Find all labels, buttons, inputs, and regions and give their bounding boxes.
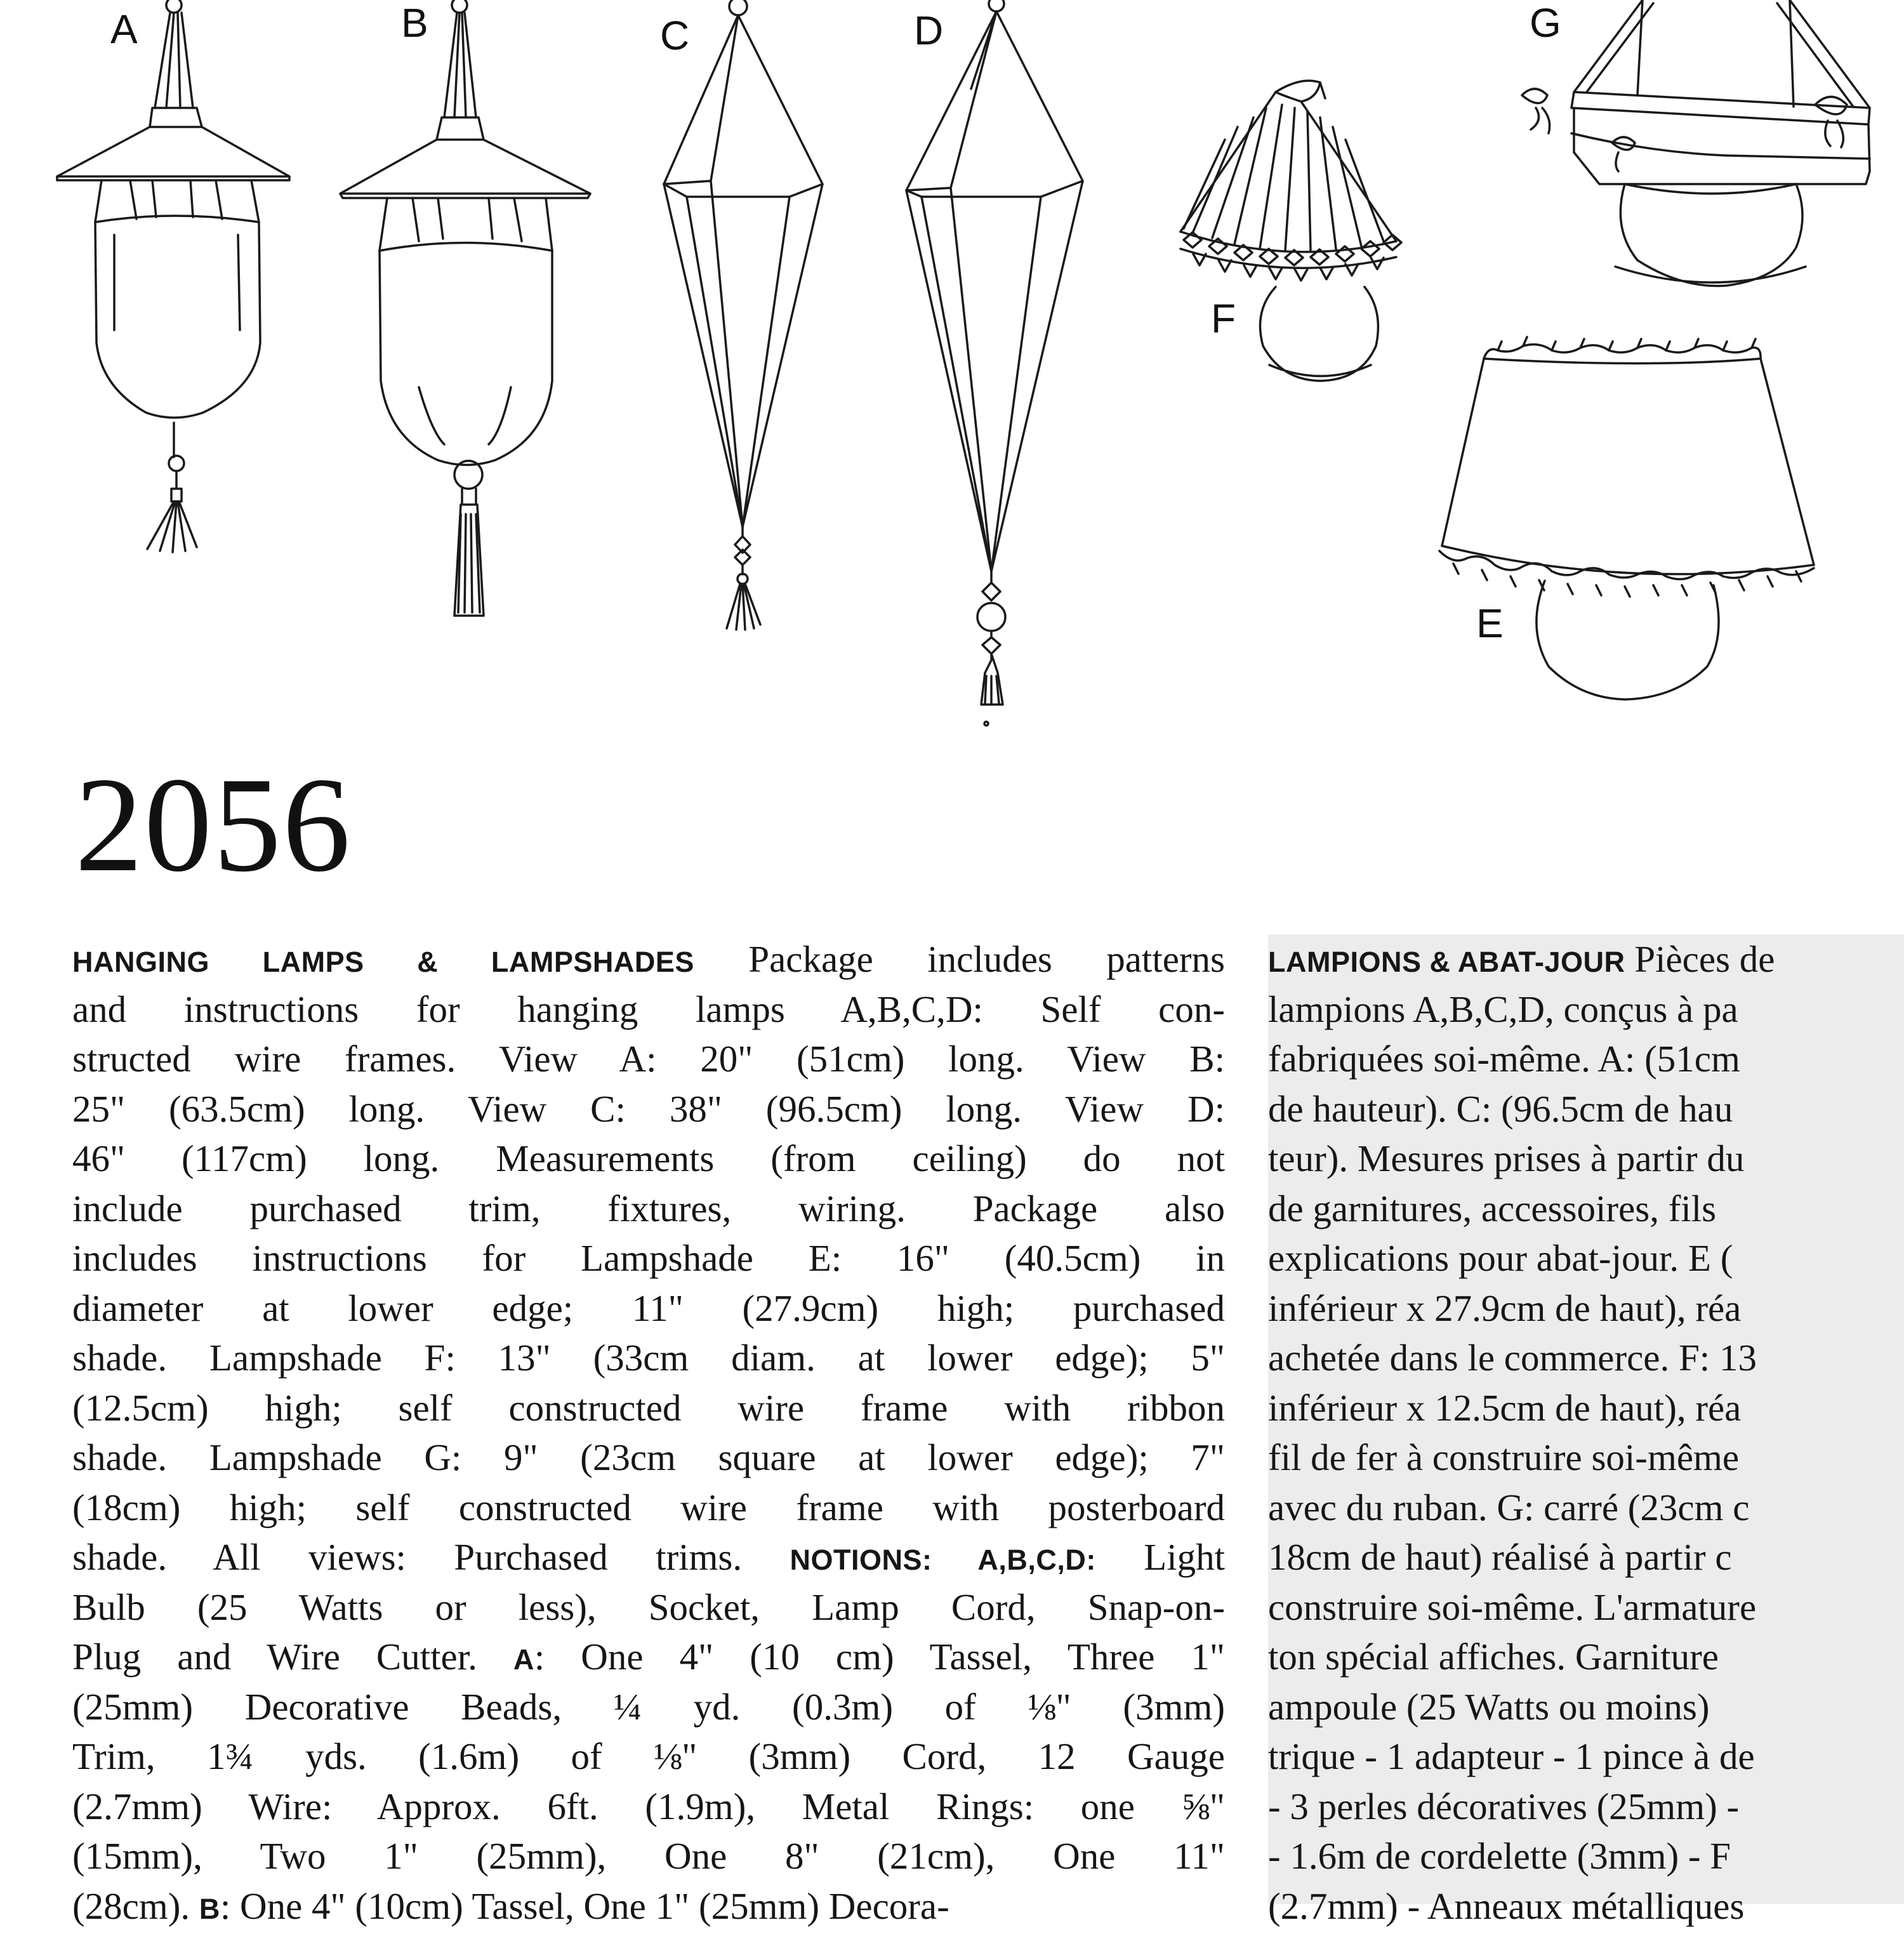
text-line: LAMPIONS & ABAT-JOUR Pièces de — [1268, 938, 1775, 980]
text-line: and instructions for hanging lamps A,B,C,D: Self con- — [72, 988, 1225, 1030]
text-line: (25mm) Decorative Beads, ¼ yd. (0.3m) of ⅛" (3mm) — [72, 1685, 1225, 1728]
text-line: explications pour abat-jour. E ( — [1268, 1237, 1733, 1279]
text-line: diameter at lower edge; 11" (27.9cm) high; purchased — [72, 1287, 1225, 1329]
view-a-lamp-drawing — [57, 0, 289, 552]
view-g-lamp-drawing — [1522, 0, 1870, 286]
view-b-label: B — [401, 0, 428, 46]
view-d-lamp-drawing — [906, 0, 1083, 725]
view-f-label: F — [1211, 296, 1236, 341]
view-g-label: G — [1530, 0, 1561, 46]
text-line: inférieur x 27.9cm de haut), réa — [1268, 1287, 1742, 1329]
text-line: fil de fer à construire soi-même — [1268, 1436, 1740, 1478]
text-line: shade. Lampshade F: 13" (33cm diam. at lower edge); 5" — [72, 1337, 1225, 1379]
text-line: (18cm) high; self constructed wire frame with posterboard — [72, 1486, 1225, 1528]
text-line: construire soi-même. L'armature — [1268, 1586, 1757, 1628]
text-line: avec du ruban. G: carré (23cm c — [1268, 1486, 1750, 1528]
text-line: ton spécial affiches. Garniture — [1268, 1636, 1719, 1678]
text-line: teur). Mesures prises à partir du — [1268, 1137, 1745, 1179]
view-a-marker: A — [513, 1643, 534, 1676]
text-line: include purchased trim, fixtures, wiring. Package also — [72, 1187, 1225, 1229]
lamp-views-illustration — [0, 0, 1904, 736]
text-line: shade. All views: Purchased trims. NOTIONS: A,B,C,D: Light — [72, 1536, 1226, 1578]
text-line: ampoule (25 Watts ou moins) — [1268, 1685, 1710, 1728]
text-line: (2.7mm) Wire: Approx. 6ft. (1.9m), Metal Rings: one ⅝" — [72, 1785, 1225, 1827]
text-line: HANGING LAMPS & LAMPSHADES Package includes patterns — [72, 938, 1226, 980]
view-b-lamp-drawing — [340, 0, 590, 616]
text-line: (2.7mm) - Anneaux métalliques — [1268, 1884, 1745, 1927]
section-heading-english: HANGING LAMPS & LAMPSHADES — [72, 946, 694, 978]
text-line: achetée dans le commerce. F: 13 — [1268, 1337, 1757, 1379]
text-line: shade. Lampshade G: 9" (23cm square at lower edge); 7" — [72, 1436, 1225, 1478]
text-line: (12.5cm) high; self constructed wire frame with ribbon — [72, 1386, 1225, 1429]
section-heading-french: LAMPIONS & ABAT-JOUR — [1268, 946, 1625, 978]
view-d-label: D — [914, 8, 944, 53]
view-b-marker: B — [199, 1892, 220, 1925]
view-c-lamp-drawing — [664, 0, 823, 630]
view-a-label: A — [110, 6, 138, 52]
text-line: includes instructions for Lampshade E: 16" (40.5cm) in — [72, 1237, 1225, 1279]
text-line: Bulb (25 Watts or less), Socket, Lamp Cord, Snap-on- — [72, 1586, 1225, 1628]
text-line: Trim, 1¾ yds. (1.6m) of ⅛" (3mm) Cord, 12 Gauge — [72, 1735, 1225, 1777]
text-line: - 1.6m de cordelette (3mm) - F — [1268, 1835, 1731, 1877]
text-line: de garnitures, accessoires, fils — [1268, 1187, 1717, 1229]
text-line: 46" (117cm) long. Measurements (from ceiling) do not — [72, 1137, 1225, 1179]
french-description — [1268, 934, 1904, 1927]
text-line: (28cm). B: One 4" (10cm) Tassel, One 1" (25mm) Decora- — [72, 1884, 949, 1927]
text-line: (15mm), Two 1" (25mm), One 8" (21cm), One 11" — [72, 1835, 1225, 1877]
view-e-label: E — [1476, 600, 1504, 646]
notions-heading: NOTIONS: A,B,C,D: — [790, 1544, 1096, 1576]
view-c-label: C — [660, 13, 690, 58]
text-line: structed wire frames. View A: 20" (51cm) long. View B: — [72, 1038, 1225, 1080]
english-description — [72, 934, 1225, 1931]
text-line: 25" (63.5cm) long. View C: 38" (96.5cm) long. View D: — [72, 1087, 1225, 1130]
text-line: inférieur x 12.5cm de haut), réa — [1268, 1386, 1742, 1429]
text-line: - 3 perles décoratives (25mm) - — [1268, 1785, 1740, 1827]
pattern-number: 2056 — [75, 750, 352, 900]
text-line: lampions A,B,C,D, conçus à pa — [1268, 988, 1738, 1030]
text-line: fabriquées soi-même. A: (51cm — [1268, 1038, 1740, 1080]
text-line: de hauteur). C: (96.5cm de hau — [1268, 1087, 1733, 1130]
text-line: Plug and Wire Cutter. A: One 4" (10 cm) Tassel, Three 1" — [72, 1636, 1226, 1678]
text-line: trique - 1 adapteur - 1 pince à de — [1268, 1735, 1755, 1777]
text-line: 18cm de haut) réalisé à partir c — [1268, 1536, 1732, 1578]
